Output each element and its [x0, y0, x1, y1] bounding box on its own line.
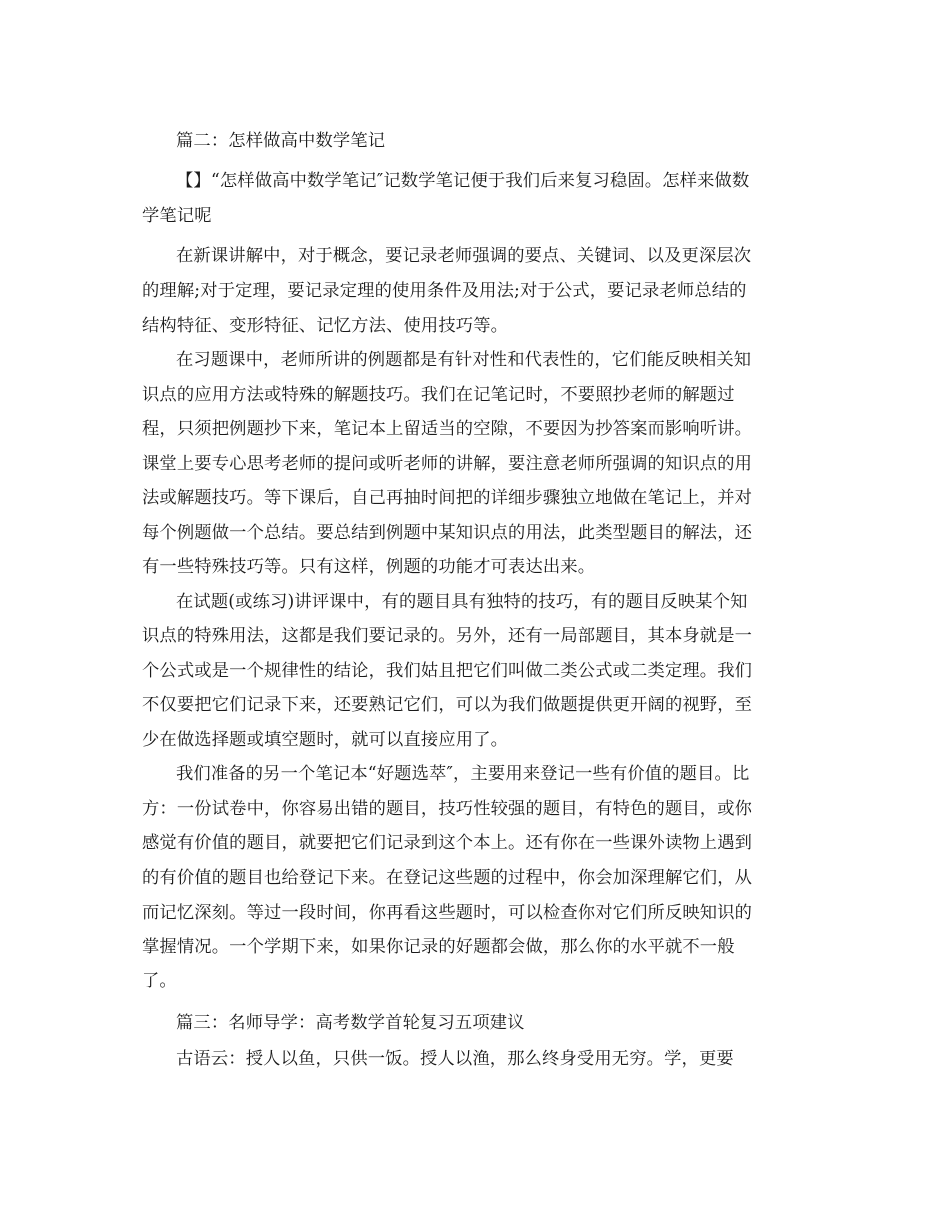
paragraph-line: 少在做选择题或填空题时，就可以直接应用了。	[142, 730, 509, 750]
paragraph-line: 识点的应用方法或特殊的解题技巧。我们在记笔记时，不要照抄老师的解题过	[142, 385, 735, 405]
paragraph-line: 的有价值的题目也给登记下来。在登记这些题的过程中，你会加深理解它们，从	[142, 868, 753, 888]
paragraph-line: 每个例题做一个总结。要总结到例题中某知识点的用法，此类型题目的解法，还	[142, 523, 753, 543]
paragraph-line: 在新课讲解中，对于概念，要记录老师强调的要点、关键词、以及更深层次	[176, 246, 752, 266]
paragraph-line: 在试题(或练习)讲评课中，有的题目具有独特的技巧，有的题目反映某个知	[176, 592, 748, 612]
paragraph-line: 【】“怎样做高中数学笔记″记数学笔记便于我们后来复习稳固。怎样来做数	[176, 171, 750, 191]
paragraph-line: 程，只须把例题抄下来，笔记本上留适当的空隙，不要因为抄答案而影响听讲。	[142, 419, 753, 439]
paragraph-line: 个公式或是一个规律性的结论，我们姑且把它们叫做二类公式或二类定理。我们	[142, 661, 753, 681]
paragraph-line: 识点的特殊用法，这都是我们要记录的。另外，还有一局部题目，其本身就是一	[142, 626, 753, 646]
paragraph-line: 了。	[142, 971, 177, 991]
paragraph-line: 方：一份试卷中，你容易出错的题目，技巧性较强的题目，有特色的题目，或你	[142, 799, 753, 819]
paragraph-line: 学笔记呢	[142, 206, 212, 226]
paragraph-line: 掌握情况。一个学期下来，如果你记录的好题都会做，那么你的水平就不一般	[142, 937, 735, 957]
section-heading-3: 篇三：名师导学：高考数学首轮复习五项建议	[176, 1013, 525, 1033]
paragraph-line: 感觉有价值的题目，就要把它们记录到这个本上。还有你在一些课外读物上遇到	[142, 833, 753, 853]
paragraph-line: 古语云：授人以鱼，只供一饭。授人以渔，那么终身受用无穷。学，更要	[176, 1049, 734, 1069]
paragraph-line: 我们准备的另一个笔记本“好题选萃″，主要用来登记一些有价值的题目。比	[176, 764, 750, 784]
paragraph-line: 而记忆深刻。等过一段时间，你再看这些题时，可以检查你对它们所反映知识的	[142, 903, 753, 923]
paragraph-line: 在习题课中，老师所讲的例题都是有针对性和代表性的，它们能反映相关知	[176, 350, 752, 370]
paragraph-line: 的理解;对于定理，要记录定理的使用条件及用法;对于公式，要记录老师总结的	[142, 281, 747, 301]
paragraph-line: 有一些特殊技巧等。只有这样，例题的功能才可表达出来。	[142, 557, 596, 577]
paragraph-line: 法或解题技巧。等下课后，自己再抽时间把的详细步骤独立地做在笔记上，并对	[142, 488, 753, 508]
paragraph-line: 课堂上要专心思考老师的提问或听老师的讲解，要注意老师所强调的知识点的用	[142, 454, 753, 474]
section-heading-2: 篇二：怎样做高中数学笔记	[176, 131, 386, 151]
paragraph-line: 结构特征、变形特征、记忆方法、使用技巧等。	[142, 316, 509, 336]
paragraph-line: 不仅要把它们记录下来，还要熟记它们，可以为我们做题提供更开阔的视野，至	[142, 695, 753, 715]
